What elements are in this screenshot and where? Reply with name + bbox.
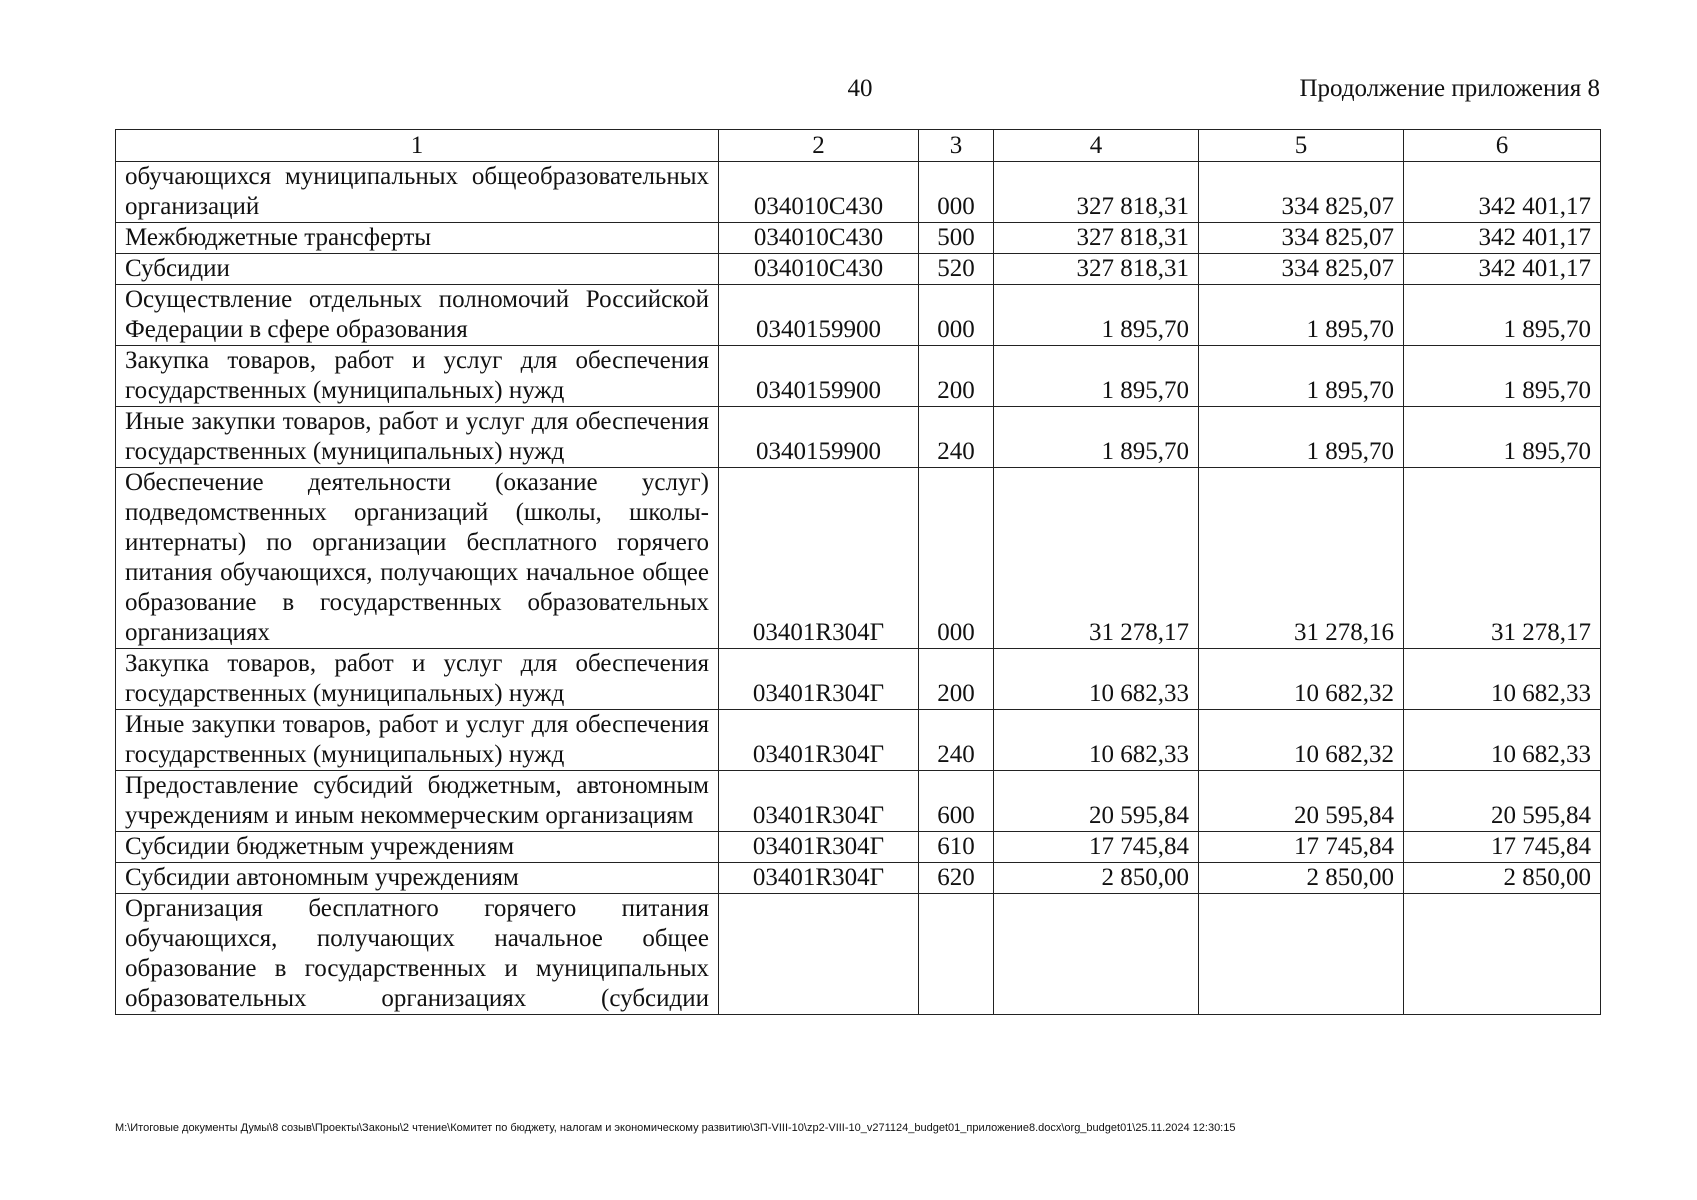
- target-code: 034010С430: [719, 223, 919, 254]
- expense-type: 500: [919, 223, 994, 254]
- amount-col4: 1 895,70: [994, 407, 1199, 468]
- expense-type: 000: [919, 162, 994, 223]
- amount-col6: 20 595,84: [1404, 771, 1601, 832]
- amount-col6: 1 895,70: [1404, 285, 1601, 346]
- table-row: [116, 468, 1601, 649]
- expense-type: 600: [919, 771, 994, 832]
- row-name: Организация бесплатного горячего питания обучающихся, получающих начальное общее образование в государственных и муниципальных образовательных организациях (субсидии: [116, 894, 719, 1015]
- amount-col4: 2 850,00: [994, 863, 1199, 894]
- amount-col6: [1404, 894, 1601, 1015]
- budget-table: [115, 129, 1601, 1015]
- expense-type: 000: [919, 285, 994, 346]
- amount-col5: 334 825,07: [1199, 162, 1404, 223]
- amount-col4: 1 895,70: [994, 346, 1199, 407]
- table-row: [116, 771, 1601, 832]
- amount-col4: 327 818,31: [994, 162, 1199, 223]
- table-row: [116, 649, 1601, 710]
- row-name: Закупка товаров, работ и услуг для обеспечения государственных (муниципальных) нужд: [116, 649, 719, 710]
- amount-col4: 327 818,31: [994, 223, 1199, 254]
- table-row: [116, 223, 1601, 254]
- amount-col4: 31 278,17: [994, 468, 1199, 649]
- row-name: Иные закупки товаров, работ и услуг для обеспечения государственных (муниципальных) нужд: [116, 407, 719, 468]
- row-name: Предоставление субсидий бюджетным, автономным учреждениям и иным некоммерческим организациям: [116, 771, 719, 832]
- target-code: 03401R304Г: [719, 710, 919, 771]
- row-name: Субсидии бюджетным учреждениям: [116, 832, 719, 863]
- amount-col5: 1 895,70: [1199, 407, 1404, 468]
- expense-type: 620: [919, 863, 994, 894]
- row-name: обучающихся муниципальных общеобразовательных организаций: [116, 162, 719, 223]
- expense-type: 200: [919, 649, 994, 710]
- target-code: 03401R304Г: [719, 468, 919, 649]
- target-code: 03401R304Г: [719, 832, 919, 863]
- amount-col6: 2 850,00: [1404, 863, 1601, 894]
- row-name: Осуществление отдельных полномочий Российской Федерации в сфере образования: [116, 285, 719, 346]
- target-code: 034010С430: [719, 162, 919, 223]
- target-code: 03401R304Г: [719, 649, 919, 710]
- table-row: [116, 162, 1601, 223]
- amount-col5: 2 850,00: [1199, 863, 1404, 894]
- amount-col6: 17 745,84: [1404, 832, 1601, 863]
- amount-col4: 1 895,70: [994, 285, 1199, 346]
- page-number: 40: [847, 75, 873, 102]
- amount-col4: 17 745,84: [994, 832, 1199, 863]
- table-row: [116, 407, 1601, 468]
- expense-type: 520: [919, 254, 994, 285]
- row-name: Иные закупки товаров, работ и услуг для обеспечения государственных (муниципальных) нужд: [116, 710, 719, 771]
- table-row: [116, 285, 1601, 346]
- table-row: [116, 346, 1601, 407]
- target-code: 034010С430: [719, 254, 919, 285]
- table-row: [116, 894, 1601, 1015]
- column-header: 4: [994, 130, 1199, 162]
- amount-col6: 342 401,17: [1404, 162, 1601, 223]
- appendix-title: Продолжение приложения 8: [1299, 75, 1600, 102]
- expense-type: [919, 894, 994, 1015]
- row-name: Межбюджетные трансферты: [116, 223, 719, 254]
- amount-col5: 10 682,32: [1199, 710, 1404, 771]
- table-row: [116, 832, 1601, 863]
- amount-col5: 1 895,70: [1199, 346, 1404, 407]
- amount-col5: 334 825,07: [1199, 254, 1404, 285]
- column-header: 2: [719, 130, 919, 162]
- target-code: 0340159900: [719, 407, 919, 468]
- amount-col5: 1 895,70: [1199, 285, 1404, 346]
- amount-col6: 342 401,17: [1404, 223, 1601, 254]
- amount-col5: 20 595,84: [1199, 771, 1404, 832]
- amount-col5: 17 745,84: [1199, 832, 1404, 863]
- column-header: 3: [919, 130, 994, 162]
- row-name: Субсидии автономным учреждениям: [116, 863, 719, 894]
- amount-col5: [1199, 894, 1404, 1015]
- row-name: Обеспечение деятельности (оказание услуг) подведомственных организаций (школы, школы-интернаты) по организации бесплатного горячего питания обучающихся, получающих начальное общее образование в государственных образовательных организациях: [116, 468, 719, 649]
- row-name: Закупка товаров, работ и услуг для обеспечения государственных (муниципальных) нужд: [116, 346, 719, 407]
- expense-type: 000: [919, 468, 994, 649]
- target-code: [719, 894, 919, 1015]
- expense-type: 610: [919, 832, 994, 863]
- amount-col6: 31 278,17: [1404, 468, 1601, 649]
- amount-col4: 10 682,33: [994, 710, 1199, 771]
- amount-col4: 327 818,31: [994, 254, 1199, 285]
- amount-col4: [994, 894, 1199, 1015]
- row-name: Субсидии: [116, 254, 719, 285]
- table-row: [116, 254, 1601, 285]
- amount-col6: 1 895,70: [1404, 407, 1601, 468]
- amount-col6: 342 401,17: [1404, 254, 1601, 285]
- table-row: [116, 710, 1601, 771]
- amount-col6: 1 895,70: [1404, 346, 1601, 407]
- target-code: 0340159900: [719, 346, 919, 407]
- expense-type: 200: [919, 346, 994, 407]
- expense-type: 240: [919, 407, 994, 468]
- amount-col4: 10 682,33: [994, 649, 1199, 710]
- target-code: 03401R304Г: [719, 771, 919, 832]
- target-code: 03401R304Г: [719, 863, 919, 894]
- table-row: [116, 863, 1601, 894]
- amount-col5: 334 825,07: [1199, 223, 1404, 254]
- amount-col6: 10 682,33: [1404, 710, 1601, 771]
- expense-type: 240: [919, 710, 994, 771]
- column-header: 6: [1404, 130, 1601, 162]
- column-header: 1: [116, 130, 719, 162]
- target-code: 0340159900: [719, 285, 919, 346]
- file-path-footer: M:\Итоговые документы Думы\8 созыв\Проекты\Законы\2 чтение\Комитет по бюджету, налогам и экономическому развитию\ЗП-VIII-10\zp2-VIII-10_v271124_budget01_приложение8.docx\org_budget01\25.11.2024 12:30:15: [115, 1122, 1236, 1134]
- amount-col5: 10 682,32: [1199, 649, 1404, 710]
- amount-col4: 20 595,84: [994, 771, 1199, 832]
- table-header-row: [116, 130, 1601, 162]
- amount-col5: 31 278,16: [1199, 468, 1404, 649]
- amount-col6: 10 682,33: [1404, 649, 1601, 710]
- column-header: 5: [1199, 130, 1404, 162]
